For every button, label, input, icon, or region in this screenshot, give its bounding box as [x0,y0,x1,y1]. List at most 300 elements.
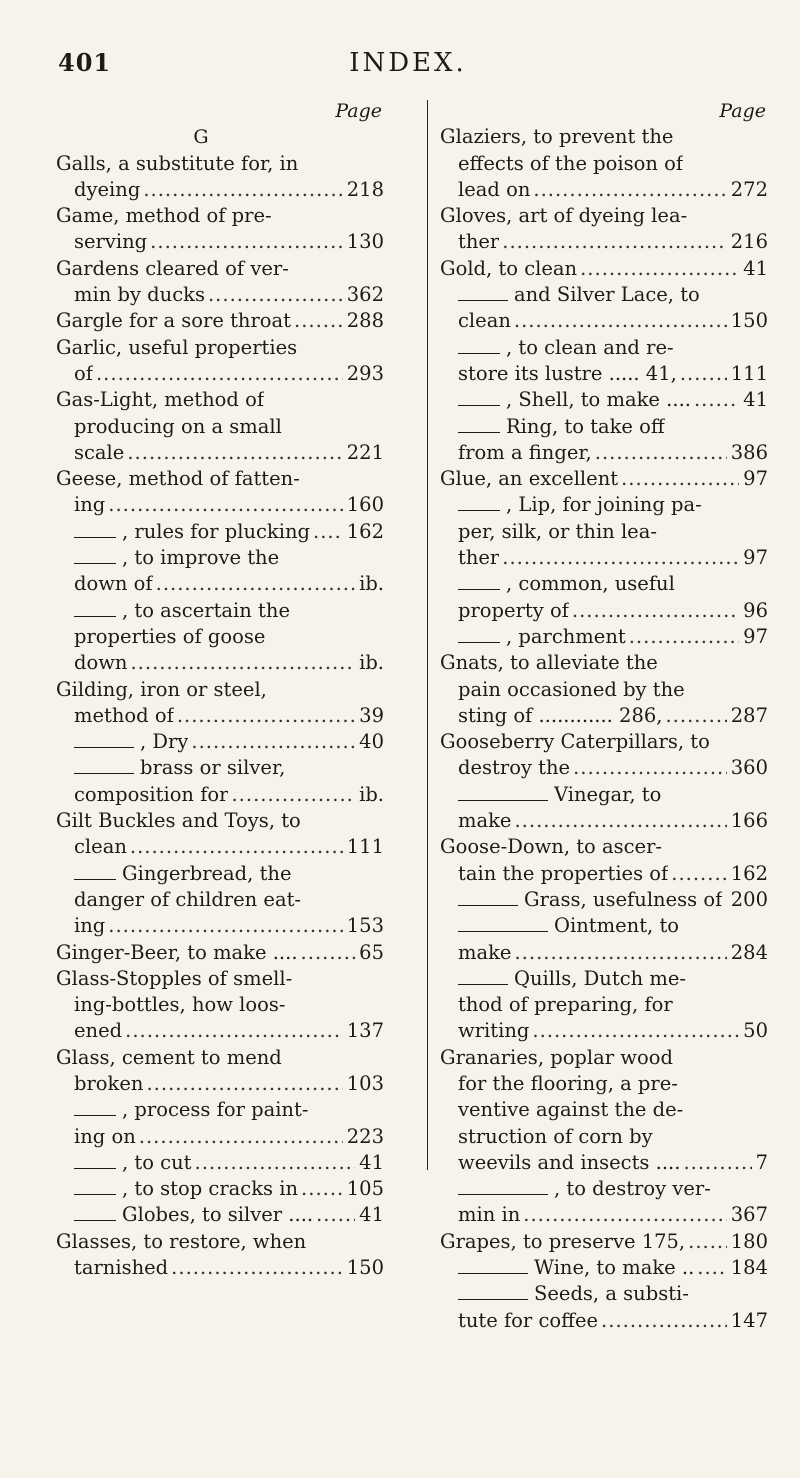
index-entry-line [56,1150,384,1176]
entry-text: ened [74,1019,123,1043]
entry-text: Gooseberry Caterpillars, to [440,730,710,754]
index-entry-line [440,966,768,992]
entry-text: Gardens cleared of ver- [56,256,289,280]
index-entry [56,203,384,229]
dot-leader [127,440,342,466]
dot-leader [502,229,727,255]
entry-text: broken [74,1071,144,1095]
ditto-dash [74,1220,116,1221]
index-entry-line [56,992,384,1018]
index-entry-line [440,1097,768,1123]
index-entry-line [440,1124,768,1150]
left-entries [56,151,384,1282]
entry-text: , common, useful [506,572,675,596]
entry-text: store its lustre ..... 41, [458,361,677,385]
page-ref: 130 [346,230,384,254]
ditto-dash [458,353,500,354]
entry-text: clean [74,835,127,859]
entry-text: Glaziers, to prevent the [440,125,674,149]
entry-text: min in [458,1203,521,1227]
entry-text: , Shell, to make .... [506,388,691,412]
dot-leader [316,1202,355,1228]
entry-text: from a finger, [458,440,592,464]
dot-leader [580,256,739,282]
entry-text: tarnished [74,1256,169,1280]
entry-text: ing on [74,1124,136,1148]
index-entry-line [56,913,384,939]
dot-leader [665,703,726,729]
ditto-dash [458,405,500,406]
entry-text: dyeing [74,177,141,201]
index-entry-line [440,1202,768,1228]
index-entry-line [56,492,384,518]
dot-leader [523,1202,726,1228]
page-number: 401 [58,48,112,77]
entry-text: , to clean and re- [506,335,674,359]
dot-leader [171,1255,343,1281]
dot-leader [725,887,726,913]
ditto-dash [74,1194,116,1195]
ditto-dash [458,432,500,433]
entry-text: ing [74,493,106,517]
index-entry-line [56,1202,384,1228]
page-ref: 216 [730,230,768,254]
index-entry-line [440,414,768,440]
page-ref: ib. [359,651,384,675]
page-ref: 150 [346,1256,384,1280]
entry-text: min by ducks [74,283,205,307]
index-entry-line [56,755,384,781]
index-entry-line [440,992,768,1018]
entry-text: clean [458,309,511,333]
dot-leader [683,1150,751,1176]
dot-leader [514,808,726,834]
dot-leader [143,177,342,203]
page-ref: 293 [346,361,384,385]
page-ref: 162 [730,861,768,885]
entry-text: danger of children eat- [74,887,302,911]
entry-text: Glue, an excellent [440,467,619,491]
index-entry [56,940,384,966]
index-entry [56,1229,384,1255]
page-ref: 41 [359,1203,384,1227]
dot-leader [130,650,355,676]
index-entry [440,256,768,282]
index-entry-line [56,177,384,203]
entry-text: struction of corn by [458,1124,653,1148]
index-entry-line [440,492,768,518]
entry-text: tute for coffee [458,1308,599,1332]
page-ref: 96 [743,598,768,622]
entry-text: down of [74,572,153,596]
entry-text: pain occasioned by the [458,677,685,701]
entry-text: Ring, to take off [506,414,665,438]
entry-text: , to destroy ver- [554,1177,711,1201]
page-ref: 97 [743,624,768,648]
entry-text: Gnats, to alleviate the [440,651,658,675]
index-entry-line [440,519,768,545]
ditto-dash [74,616,116,617]
index-entry-line [56,624,384,650]
entry-text: producing on a small [74,414,282,438]
dot-leader [514,940,726,966]
page-ref: 162 [346,519,384,543]
ditto-dash [74,1115,116,1116]
entry-text: make [458,940,512,964]
index-entry [440,1229,768,1255]
index-entry-line [440,1071,768,1097]
index-entry-line [440,624,768,650]
index-entry-line [56,282,384,308]
index-entry-line [440,387,768,413]
dot-leader [629,624,739,650]
entry-text: Wine, to make .. [534,1256,695,1280]
page-ref: 50 [743,1019,768,1043]
page-title: INDEX. [349,48,467,78]
index-entry-line [56,650,384,676]
running-head [58,48,758,80]
entry-text: Gingerbread, the [122,861,292,885]
index-entry [440,466,768,492]
entry-text: Gilding, iron or steel, [56,677,267,701]
entry-text: Glasses, to restore, when [56,1229,307,1253]
entry-text: ing [74,914,106,938]
page-ref: 41 [743,256,768,280]
entry-text: of [74,361,93,385]
dot-leader [595,440,727,466]
index-entry-line [440,177,768,203]
entry-text: ther [458,546,500,570]
dot-leader [601,1308,727,1334]
page-ref: 218 [346,177,384,201]
index-entry-line [440,335,768,361]
index-entry-line [440,571,768,597]
dot-leader [688,1229,727,1255]
entry-text: tain the properties of [458,861,669,885]
index-entry-line [440,1308,768,1334]
ditto-dash [458,642,500,643]
index-entry-line [56,729,384,755]
page-ref: 166 [730,809,768,833]
page-ref: 284 [730,940,768,964]
page-ref: 97 [743,546,768,570]
page-ref: 147 [730,1308,768,1332]
ditto-dash [74,563,116,564]
page-ref: ib. [359,782,384,806]
entry-text: writing [458,1019,530,1043]
index-entry-line [56,1124,384,1150]
page-label: Page [719,100,766,122]
dot-leader [671,861,727,887]
ditto-dash [458,984,508,985]
page-ref: 362 [346,283,384,307]
index-entry-line [440,545,768,571]
page-ref: 65 [359,940,384,964]
index-entry-line [56,1097,384,1123]
dot-leader [572,598,739,624]
index-entry-line [440,755,768,781]
entry-text: Gargle for a sore throat [56,309,292,333]
ditto-dash [458,1299,528,1300]
dot-leader [680,361,727,387]
index-entry-line [440,1150,768,1176]
index-entry-line [56,1018,384,1044]
index-entry-line [56,1071,384,1097]
index-entry-line [440,151,768,177]
dot-leader [301,1176,343,1202]
entry-text: Ginger-Beer, to make .... [56,940,298,964]
index-entry-line [440,808,768,834]
ditto-dash [74,879,116,880]
dot-leader [177,703,355,729]
entry-text: effects of the poison of [458,151,684,175]
index-entry [56,335,384,361]
page-ref: 137 [346,1019,384,1043]
page-ref: 40 [359,730,384,754]
index-entry-line [56,229,384,255]
ditto-dash [458,1273,528,1274]
entry-text: Grapes, to preserve 175, [440,1229,686,1253]
page-ref: 103 [346,1071,384,1095]
index-entry-line [440,913,768,939]
index-entry [56,1045,384,1071]
dot-leader [533,177,726,203]
entry-text: , to ascertain the [122,598,290,622]
entry-text: Gold, to clean [440,256,578,280]
dot-leader [108,913,342,939]
entry-text: property of [458,598,569,622]
index-entry-line [56,361,384,387]
index-entry [440,124,768,150]
index-entry-line [56,887,384,913]
page-ref: 386 [730,440,768,464]
entry-text: Seeds, a substi- [534,1282,689,1306]
index-entry-line [56,703,384,729]
entry-text: properties of goose [74,624,266,648]
entry-text: sting of ............ 286, [458,703,663,727]
index-entry [56,151,384,177]
dot-leader [621,466,739,492]
index-entry [440,834,768,860]
entry-text: , rules for plucking [122,519,311,543]
page-ref: 41 [743,388,768,412]
index-entry-line [56,861,384,887]
dot-leader [130,834,343,860]
entry-text: , to stop cracks in [122,1177,299,1201]
index-entry [440,650,768,676]
entry-text: Ointment, to [554,914,680,938]
entry-text: Garlic, useful properties [56,335,298,359]
index-entry-line [440,1176,768,1202]
dot-leader [694,387,739,413]
dot-leader [532,1018,739,1044]
entry-text: for the flooring, a pre- [458,1071,678,1095]
entry-text: Geese, method of fatten- [56,467,300,491]
dot-leader [150,229,343,255]
index-entry [56,808,384,834]
left-column [56,98,384,1281]
index-entry-line [440,1255,768,1281]
index-entry-line [440,598,768,624]
page-ref: 272 [730,177,768,201]
dot-leader [301,940,356,966]
dot-leader [96,361,343,387]
entry-text: lead on [458,177,531,201]
entry-text: per, silk, or thin lea- [458,519,657,543]
entry-text: ventive against the de- [458,1098,684,1122]
column-divider [427,100,428,1170]
entry-text: Grass, usefulness of [524,887,723,911]
dot-leader [514,308,727,334]
index-entry-line [440,861,768,887]
page-ref: ib. [359,572,384,596]
entry-text: Gas-Light, method of [56,388,265,412]
entry-text: Granaries, poplar wood [440,1045,673,1069]
index-entry-line [56,1176,384,1202]
page-ref: 184 [730,1256,768,1280]
index-entry-line [440,308,768,334]
entry-text: and Silver Lace, to [514,283,700,307]
index-entry-line [56,545,384,571]
dot-leader [108,492,342,518]
index-entry-line [56,440,384,466]
entry-text: , to cut [122,1150,192,1174]
ditto-dash [458,510,500,511]
dot-leader [294,308,343,334]
index-entry-line [56,598,384,624]
entry-text: serving [74,230,148,254]
index-entry-line [56,782,384,808]
ditto-dash [458,300,508,301]
index-entry-line [56,414,384,440]
page-ref: 111 [730,361,768,385]
index-entry-line [56,834,384,860]
entry-text: brass or silver, [140,756,286,780]
entry-text: Gilt Buckles and Toys, to [56,809,301,833]
index-entry [56,387,384,413]
page-ref: 39 [359,703,384,727]
page-label: Page [335,100,382,122]
page-ref: 160 [346,493,384,517]
entry-text: ing-bottles, how loos- [74,993,286,1017]
index-entry [440,1045,768,1071]
dot-leader [195,1150,356,1176]
page-ref: 150 [730,309,768,333]
entry-text: , parchment [506,624,626,648]
index-entry [56,966,384,992]
entry-text: make [458,809,512,833]
ditto-dash [458,1194,548,1195]
page-ref: 105 [346,1177,384,1201]
right-column [440,98,768,1334]
page-ref: 111 [346,835,384,859]
dot-leader [191,729,355,755]
ditto-dash [458,589,500,590]
index-entry-line [440,703,768,729]
ditto-dash [74,537,116,538]
index-entry [440,729,768,755]
ditto-dash [74,773,134,774]
dot-leader [125,1018,343,1044]
entry-text: Globes, to silver .... [122,1203,314,1227]
index-entry-line [440,229,768,255]
entry-text: Goose-Down, to ascer- [440,835,662,859]
section-letter: G [193,126,209,149]
dot-leader [573,755,727,781]
index-entry [56,308,384,334]
dot-leader [146,1071,342,1097]
page-ref: 153 [346,914,384,938]
dot-leader [208,282,343,308]
page-ref: 97 [743,467,768,491]
index-entry-line [440,282,768,308]
entry-text: Galls, a substitute for, in [56,151,299,175]
index-entry-line [440,782,768,808]
entry-text: composition for [74,782,229,806]
page-ref: 367 [730,1203,768,1227]
index-entry [56,256,384,282]
page-ref: 7 [755,1150,768,1174]
entry-text: down [74,651,128,675]
page-ref: 180 [730,1229,768,1253]
entry-text: , to improve the [122,546,280,570]
ditto-dash [458,905,518,906]
dot-leader [313,519,343,545]
index-entry-line [440,940,768,966]
ditto-dash [74,1168,116,1169]
page-ref: 41 [359,1150,384,1174]
dot-leader [139,1124,343,1150]
right-entries [440,124,768,1334]
entry-text: weevils and insects .... [458,1150,681,1174]
index-entry-line [56,571,384,597]
dot-leader [156,571,355,597]
page-ref: 200 [730,887,768,911]
page-ref: 287 [730,703,768,727]
dot-leader [697,1255,726,1281]
entry-text: ther [458,230,500,254]
page-ref: 221 [346,440,384,464]
entry-text: Gloves, art of dyeing lea- [440,204,688,228]
entry-text: method of [74,703,174,727]
entry-text: Glass, cement to mend [56,1045,282,1069]
ditto-dash [74,747,134,748]
entry-text: destroy the [458,756,571,780]
index-entry-line [440,887,768,913]
dot-leader [502,545,739,571]
entry-text: thod of preparing, for [458,993,673,1017]
ditto-dash [458,931,548,932]
page-ref: 360 [730,756,768,780]
index-entry-line [56,519,384,545]
ditto-dash [458,800,548,801]
index-entry-line [440,440,768,466]
index-entry-line [440,1281,768,1307]
index-entry-line [440,1018,768,1044]
dot-leader [231,782,355,808]
entry-text: , process for paint- [122,1098,309,1122]
index-entry-line [56,1255,384,1281]
entry-text: scale [74,440,125,464]
entry-text: , Dry [140,730,189,754]
entry-text: Quills, Dutch me- [514,966,686,990]
index-entry [56,466,384,492]
index-entry-line [440,677,768,703]
entry-text: Vinegar, to [554,782,662,806]
index-entry [56,677,384,703]
page-ref: 288 [346,309,384,333]
index-entry-line [440,361,768,387]
